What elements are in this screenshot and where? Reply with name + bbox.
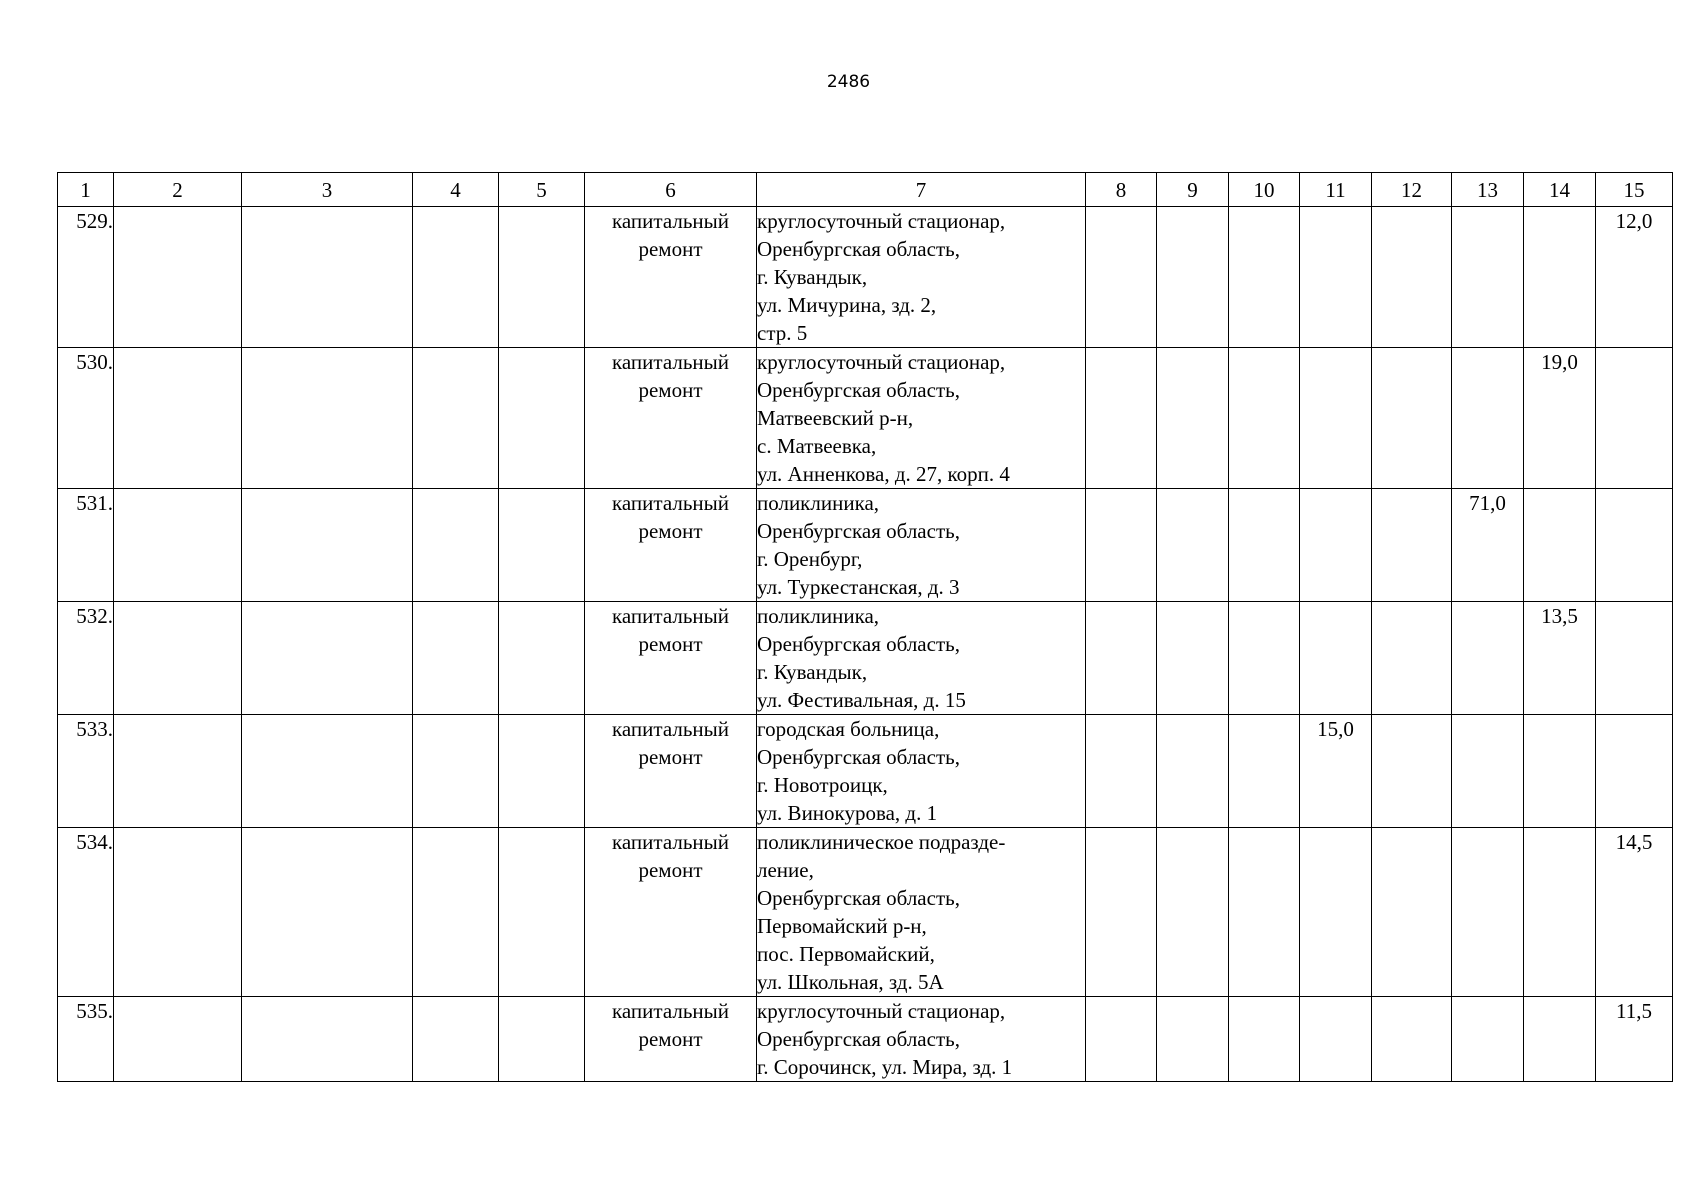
address-line: г. Новотроицк, — [757, 773, 888, 797]
work-type: капитальный ремонт — [585, 997, 757, 1082]
work-type: капитальный ремонт — [585, 489, 757, 602]
empty-cell — [413, 602, 499, 715]
value-cell: 15,0 — [1300, 715, 1372, 828]
column-header: 9 — [1157, 173, 1229, 207]
empty-cell — [1300, 489, 1372, 602]
empty-cell — [242, 715, 413, 828]
row-number: 530. — [58, 348, 114, 489]
empty-cell — [1086, 828, 1157, 997]
empty-cell — [114, 715, 242, 828]
row-number: 534. — [58, 828, 114, 997]
address-line: стр. 5 — [757, 321, 808, 345]
column-header: 5 — [499, 173, 585, 207]
empty-cell — [413, 715, 499, 828]
address-line: ул. Туркестанская, д. 3 — [757, 575, 960, 599]
empty-cell — [1229, 489, 1300, 602]
table-row — [58, 997, 1673, 1082]
empty-cell — [499, 715, 585, 828]
empty-cell — [499, 207, 585, 348]
empty-cell — [1157, 207, 1229, 348]
value-cell: 12,0 — [1596, 207, 1673, 348]
empty-cell — [1596, 715, 1673, 828]
column-header: 2 — [114, 173, 242, 207]
row-number: 535. — [58, 997, 114, 1082]
empty-cell — [499, 828, 585, 997]
address-line: ул. Фестивальная, д. 15 — [757, 688, 966, 712]
empty-cell — [1300, 207, 1372, 348]
empty-cell — [114, 207, 242, 348]
address-line: Оренбургская область, — [757, 519, 960, 543]
address-line: Матвеевский р-н, — [757, 406, 914, 430]
empty-cell — [1524, 828, 1596, 997]
column-header: 14 — [1524, 173, 1596, 207]
empty-cell — [1229, 207, 1300, 348]
address-line: круглосуточный стационар, — [757, 999, 1006, 1023]
empty-cell — [1452, 715, 1524, 828]
column-header: 1 — [58, 173, 114, 207]
empty-cell — [1524, 997, 1596, 1082]
row-number: 531. — [58, 489, 114, 602]
empty-cell — [1372, 207, 1452, 348]
empty-cell — [1157, 715, 1229, 828]
address-line: Оренбургская область, — [757, 1027, 960, 1051]
table-row — [58, 828, 1673, 997]
work-type: капитальный ремонт — [585, 828, 757, 997]
empty-cell — [1596, 489, 1673, 602]
empty-cell — [1157, 997, 1229, 1082]
column-header: 7 — [757, 173, 1086, 207]
empty-cell — [413, 348, 499, 489]
empty-cell — [1452, 997, 1524, 1082]
address-line: ул. Винокурова, д. 1 — [757, 801, 938, 825]
column-header: 3 — [242, 173, 413, 207]
column-header: 6 — [585, 173, 757, 207]
empty-cell — [114, 348, 242, 489]
empty-cell — [1524, 207, 1596, 348]
empty-cell — [1229, 828, 1300, 997]
address-line: круглосуточный стационар, — [757, 350, 1006, 374]
empty-cell — [413, 828, 499, 997]
data-table — [57, 172, 1673, 1082]
empty-cell — [1372, 489, 1452, 602]
address-line: г. Сорочинск, ул. Мира, зд. 1 — [757, 1055, 1013, 1079]
address-line: Оренбургская область, — [757, 378, 960, 402]
table-row — [58, 348, 1673, 489]
object-address — [757, 348, 1086, 489]
column-header: 10 — [1229, 173, 1300, 207]
address-line: круглосуточный стационар, — [757, 209, 1006, 233]
empty-cell — [1452, 348, 1524, 489]
empty-cell — [1300, 997, 1372, 1082]
value-cell: 71,0 — [1452, 489, 1524, 602]
column-header: 11 — [1300, 173, 1372, 207]
address-line: г. Кувандык, — [757, 265, 868, 289]
value-cell: 13,5 — [1524, 602, 1596, 715]
empty-cell — [1229, 348, 1300, 489]
empty-cell — [413, 489, 499, 602]
empty-cell — [1452, 602, 1524, 715]
empty-cell — [1229, 997, 1300, 1082]
empty-cell — [114, 489, 242, 602]
empty-cell — [1372, 715, 1452, 828]
empty-cell — [1157, 602, 1229, 715]
address-line: Оренбургская область, — [757, 237, 960, 261]
value-cell: 11,5 — [1596, 997, 1673, 1082]
address-line: с. Матвеевка, — [757, 434, 877, 458]
table-row — [58, 207, 1673, 348]
row-number: 529. — [58, 207, 114, 348]
empty-cell — [1086, 602, 1157, 715]
address-line: городская больница, — [757, 717, 940, 741]
object-address — [757, 828, 1086, 997]
address-line: ул. Школьная, зд. 5А — [757, 970, 944, 994]
address-line: ул. Мичурина, зд. 2, — [757, 293, 937, 317]
address-line: Оренбургская область, — [757, 632, 960, 656]
empty-cell — [1086, 348, 1157, 489]
column-header: 15 — [1596, 173, 1673, 207]
empty-cell — [1372, 828, 1452, 997]
empty-cell — [242, 828, 413, 997]
empty-cell — [114, 997, 242, 1082]
column-header: 4 — [413, 173, 499, 207]
empty-cell — [1157, 828, 1229, 997]
value-cell: 14,5 — [1596, 828, 1673, 997]
address-line: г. Оренбург, — [757, 547, 863, 571]
empty-cell — [1157, 348, 1229, 489]
address-line: ул. Анненкова, д. 27, корп. 4 — [757, 462, 1010, 486]
empty-cell — [242, 997, 413, 1082]
empty-cell — [1372, 602, 1452, 715]
table-body — [58, 207, 1673, 1082]
empty-cell — [499, 348, 585, 489]
empty-cell — [499, 997, 585, 1082]
empty-cell — [1300, 348, 1372, 489]
address-line: Оренбургская область, — [757, 745, 960, 769]
empty-cell — [1300, 602, 1372, 715]
empty-cell — [1086, 489, 1157, 602]
address-line: поликлиника, — [757, 491, 880, 515]
address-line: Первомайский р-н, — [757, 914, 927, 938]
empty-cell — [114, 602, 242, 715]
header-row — [58, 173, 1673, 207]
empty-cell — [114, 828, 242, 997]
table-row — [58, 715, 1673, 828]
column-header: 8 — [1086, 173, 1157, 207]
page-number: 2486 — [826, 72, 871, 92]
empty-cell — [413, 207, 499, 348]
address-line: поликлиническое подразде- — [757, 830, 1006, 854]
table-row — [58, 602, 1673, 715]
empty-cell — [1086, 207, 1157, 348]
object-address — [757, 715, 1086, 828]
empty-cell — [1086, 997, 1157, 1082]
address-line: поликлиника, — [757, 604, 880, 628]
address-line: г. Кувандык, — [757, 660, 868, 684]
address-line: пос. Первомайский, — [757, 942, 935, 966]
empty-cell — [242, 207, 413, 348]
object-address — [757, 489, 1086, 602]
work-type: капитальный ремонт — [585, 207, 757, 348]
value-cell: 19,0 — [1524, 348, 1596, 489]
empty-cell — [1596, 348, 1673, 489]
empty-cell — [242, 489, 413, 602]
object-address — [757, 207, 1086, 348]
work-type: капитальный ремонт — [585, 602, 757, 715]
column-header: 12 — [1372, 173, 1452, 207]
empty-cell — [1524, 715, 1596, 828]
empty-cell — [1157, 489, 1229, 602]
empty-cell — [499, 602, 585, 715]
address-line: Оренбургская область, — [757, 886, 960, 910]
empty-cell — [242, 602, 413, 715]
empty-cell — [413, 997, 499, 1082]
empty-cell — [1596, 602, 1673, 715]
work-type: капитальный ремонт — [585, 715, 757, 828]
row-number: 532. — [58, 602, 114, 715]
empty-cell — [1229, 602, 1300, 715]
empty-cell — [499, 489, 585, 602]
table-row — [58, 489, 1673, 602]
empty-cell — [1524, 489, 1596, 602]
work-type: капитальный ремонт — [585, 348, 757, 489]
empty-cell — [1452, 828, 1524, 997]
empty-cell — [1229, 715, 1300, 828]
row-number: 533. — [58, 715, 114, 828]
empty-cell — [1086, 715, 1157, 828]
column-header: 13 — [1452, 173, 1524, 207]
address-line: ление, — [757, 858, 814, 882]
empty-cell — [242, 348, 413, 489]
empty-cell — [1372, 348, 1452, 489]
object-address — [757, 997, 1086, 1082]
empty-cell — [1372, 997, 1452, 1082]
object-address — [757, 602, 1086, 715]
empty-cell — [1300, 828, 1372, 997]
empty-cell — [1452, 207, 1524, 348]
